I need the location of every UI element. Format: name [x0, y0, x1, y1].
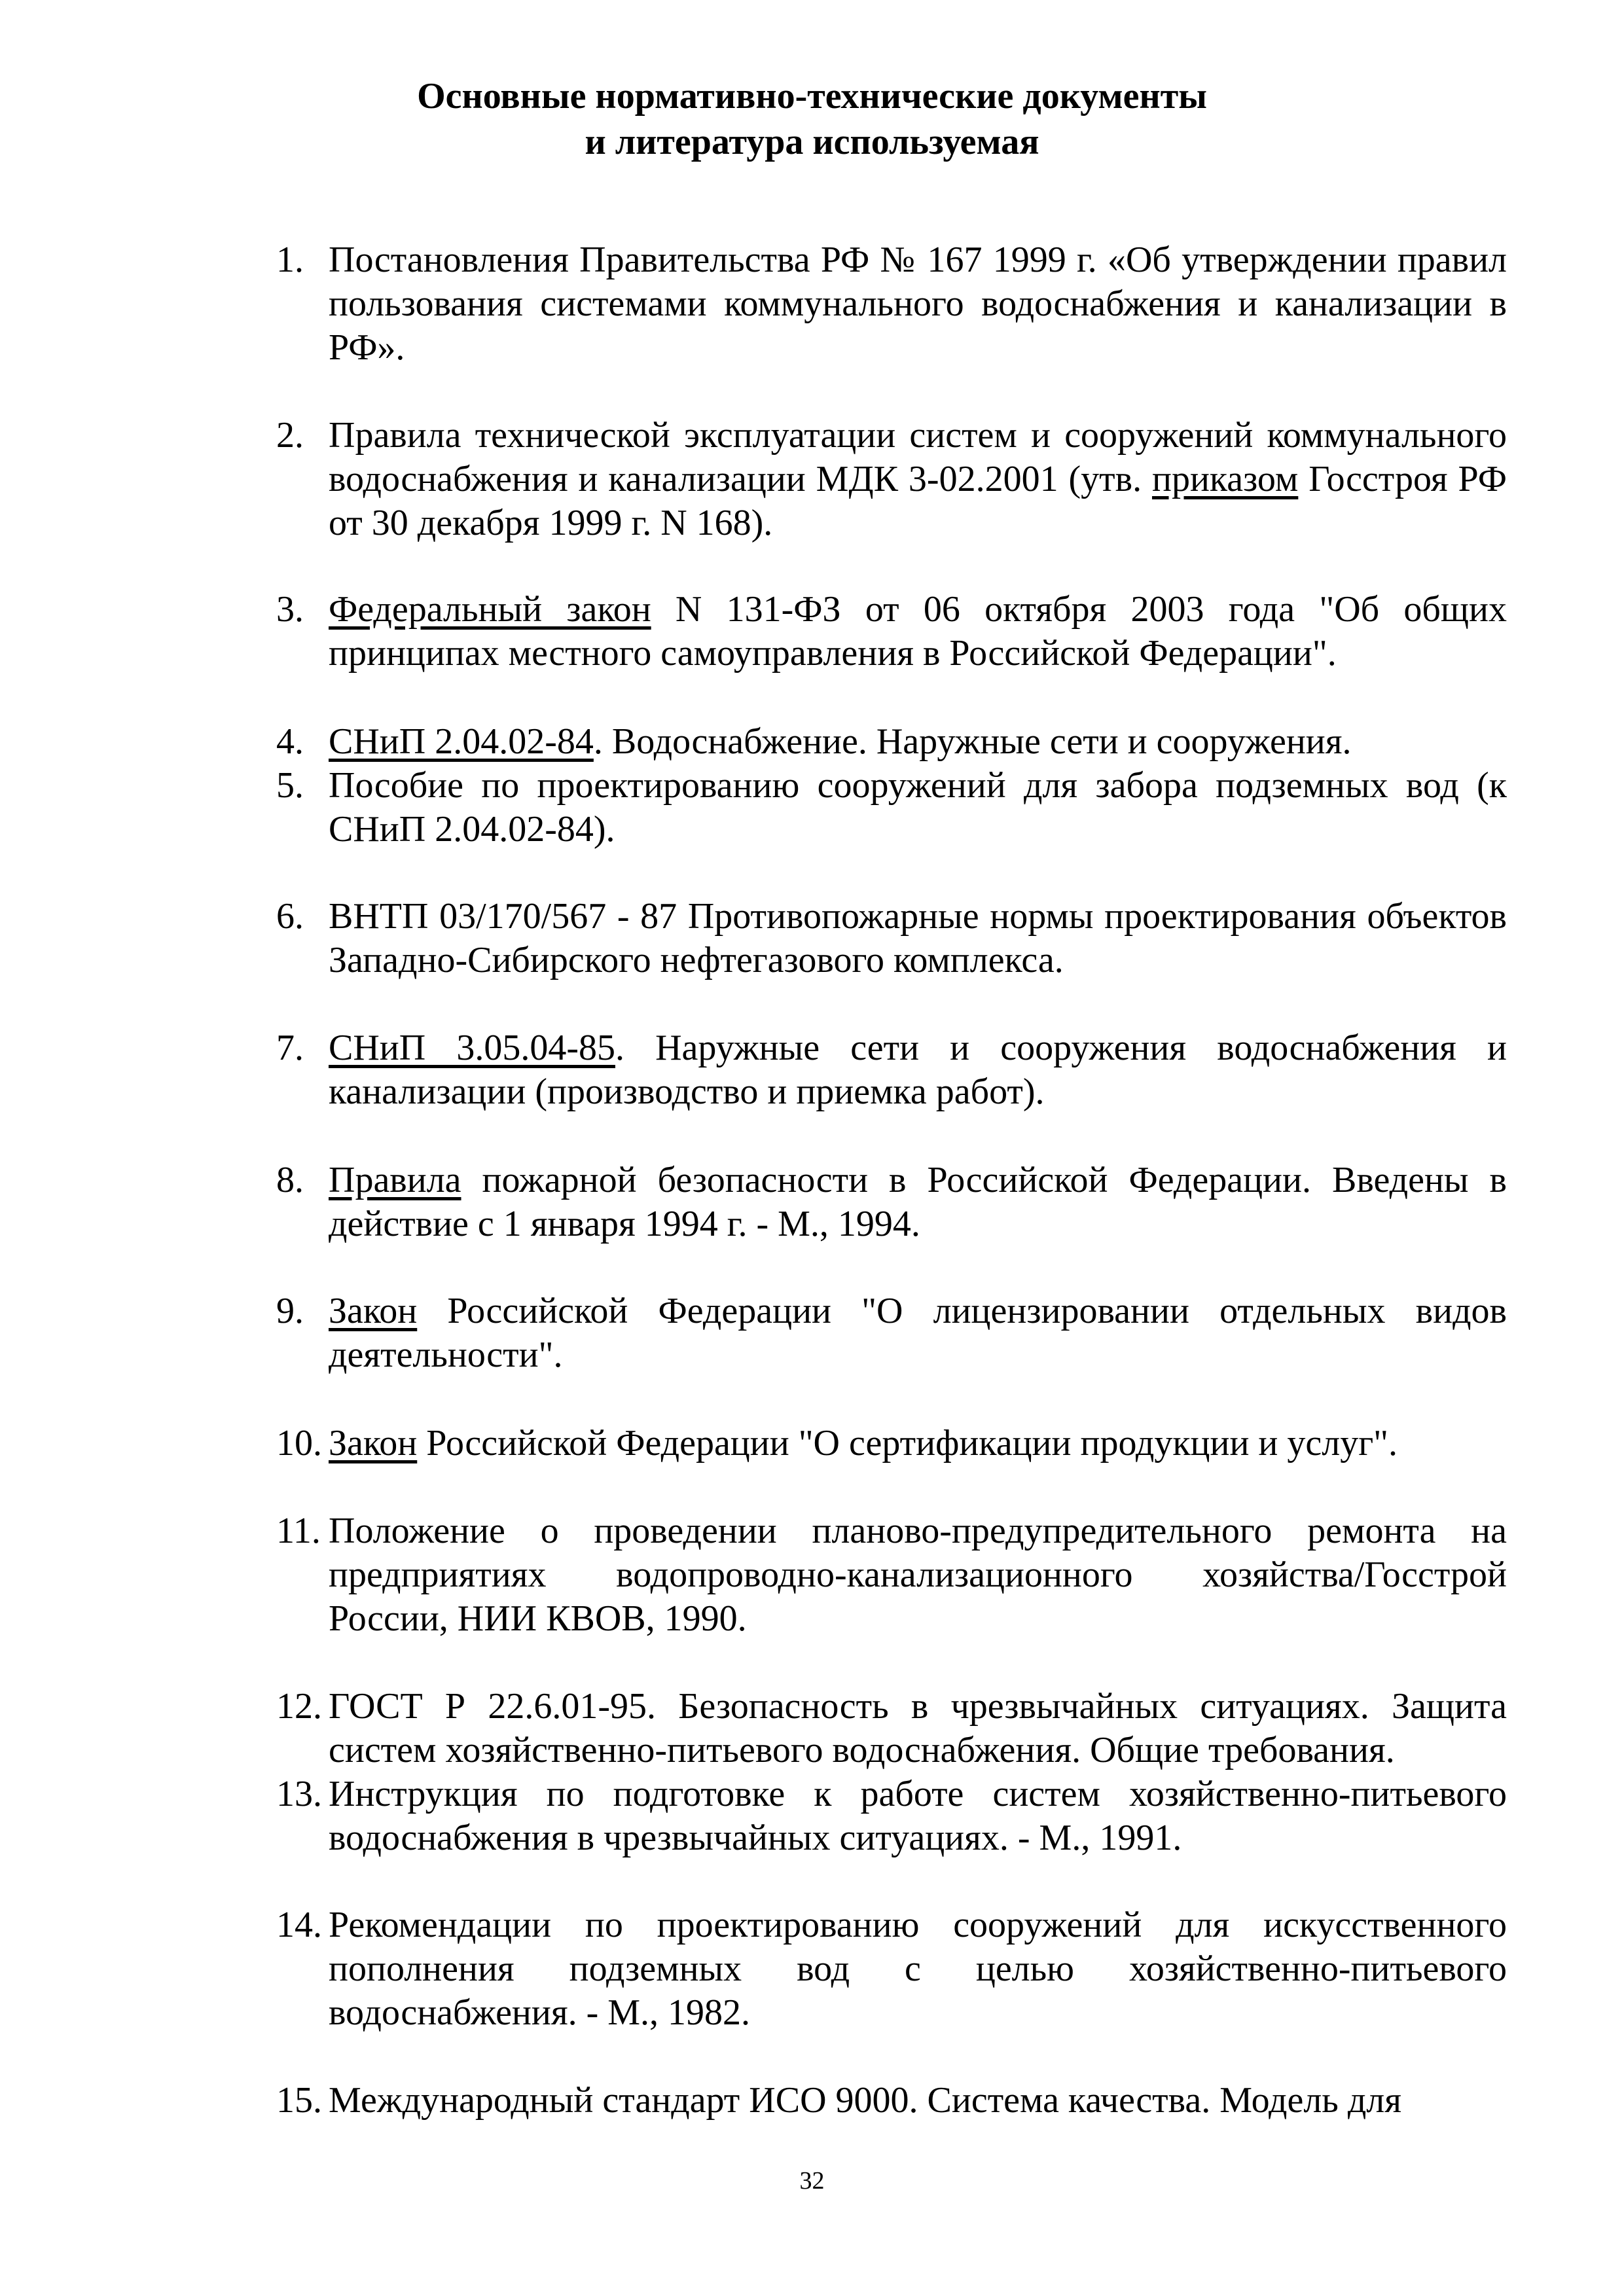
reference-link[interactable]: Закон — [329, 1291, 418, 1331]
list-item-text: ВНТП 03/170/567 - 87 Противопожарные нормы проектирования объектов Западно-Сибирского нефтегазового комплекса. — [329, 896, 1507, 980]
reference-link[interactable]: Федеральный закон — [329, 589, 651, 630]
list-item — [276, 414, 1507, 545]
page-number: 32 — [799, 2167, 825, 2195]
reference-link[interactable]: Закон — [329, 1423, 418, 1463]
list-item — [276, 588, 1507, 675]
list-item — [276, 1158, 1507, 1246]
list-item — [276, 1772, 1507, 1860]
page-title-line-2: и литература используемая — [585, 122, 1039, 162]
list-item — [276, 2079, 1507, 2123]
page-title-line-1: Основные нормативно-технические документы — [417, 76, 1207, 117]
reference-link[interactable]: СНиП 3.05.04-85 — [329, 1028, 615, 1068]
list-item — [276, 1026, 1507, 1114]
reference-link[interactable]: Правила — [329, 1160, 461, 1200]
list-item — [276, 895, 1507, 982]
list-item-number: 10. — [276, 1423, 322, 1463]
list-item-text: Положение о проведении планово-предупредительного ремонта на предприятиях водопроводно-канализационного хозяйства/Госстрой России, НИИ КВОВ, 1990. — [329, 1511, 1507, 1639]
list-item-number: 12. — [276, 1686, 322, 1727]
list-item-text: Рекомендации по проектированию сооружений для искусственного пополнения подземных вод с целью хозяйственно-питьевого водоснабжения. - М., 1982. — [329, 1905, 1507, 2033]
list-item — [276, 720, 1507, 764]
list-item-text: Постановления Правительства РФ № 167 1999 г. «Об утверждении правил пользования системами коммунального водоснабжения и канализации в РФ». — [329, 240, 1507, 368]
list-item — [276, 1422, 1507, 1465]
list-item — [276, 1903, 1507, 2035]
list-item — [276, 764, 1507, 852]
list-item-text: Закон Российской Федерации "О лицензировании отдельных видов деятельности". — [329, 1291, 1507, 1375]
list-item-text: Международный стандарт ИСО 9000. Система качества. Модель для — [329, 2080, 1402, 2121]
list-item-text: Пособие по проектированию сооружений для забора подземных вод (к СНиП 2.04.02-84). — [329, 765, 1507, 850]
reference-link[interactable]: СНиП 2.04.02-84 — [329, 721, 594, 762]
list-item-number: 3. — [276, 589, 304, 630]
list-item-number: 4. — [276, 721, 304, 762]
list-item-number: 1. — [276, 240, 304, 280]
list-item-number: 9. — [276, 1291, 304, 1331]
reference-link[interactable]: приказом — [1151, 459, 1299, 499]
list-item-number: 6. — [276, 896, 304, 937]
list-item-text: Федеральный закон N 131-ФЗ от 06 октября 2003 года "Об общих принципах местного самоуправления в Российской Федерации". — [329, 589, 1507, 673]
list-item-number: 15. — [276, 2080, 322, 2121]
list-item — [276, 238, 1507, 370]
list-item-number: 11. — [276, 1511, 321, 1551]
list-item-text: СНиП 2.04.02-84. Водоснабжение. Наружные сети и сооружения. — [329, 721, 1352, 762]
list-item — [276, 1289, 1507, 1377]
list-item-text: Инструкция по подготовке к работе систем хозяйственно-питьевого водоснабжения в чрезвычайных ситуациях. - М., 1991. — [329, 1774, 1507, 1858]
list-item-number: 8. — [276, 1160, 304, 1200]
list-item-number: 5. — [276, 765, 304, 806]
list-item-text: Правила пожарной безопасности в Российской Федерации. Введены в действие с 1 января 1994 г. - М., 1994. — [329, 1160, 1507, 1244]
list-item-text: Правила технической эксплуатации систем и сооружений коммунального водоснабжения и канализации МДК 3-02.2001 (утв. приказом Госстроя РФ от 30 декабря 1999 г. N 168). — [329, 415, 1507, 543]
list-item-number: 14. — [276, 1905, 322, 1945]
list-item — [276, 1685, 1507, 1772]
list-item — [276, 1509, 1507, 1641]
list-item-number: 13. — [276, 1774, 322, 1814]
list-item-number: 2. — [276, 415, 304, 456]
list-item-text: СНиП 3.05.04-85. Наружные сети и сооружения водоснабжения и канализации (производство и приемка работ). — [329, 1028, 1507, 1112]
list-item-text: ГОСТ Р 22.6.01-95. Безопасность в чрезвычайных ситуациях. Защита систем хозяйственно-питьевого водоснабжения. Общие требования. — [329, 1686, 1507, 1770]
list-item-text: Закон Российской Федерации "О сертификации продукции и услуг". — [329, 1423, 1398, 1463]
list-item-number: 7. — [276, 1028, 304, 1068]
